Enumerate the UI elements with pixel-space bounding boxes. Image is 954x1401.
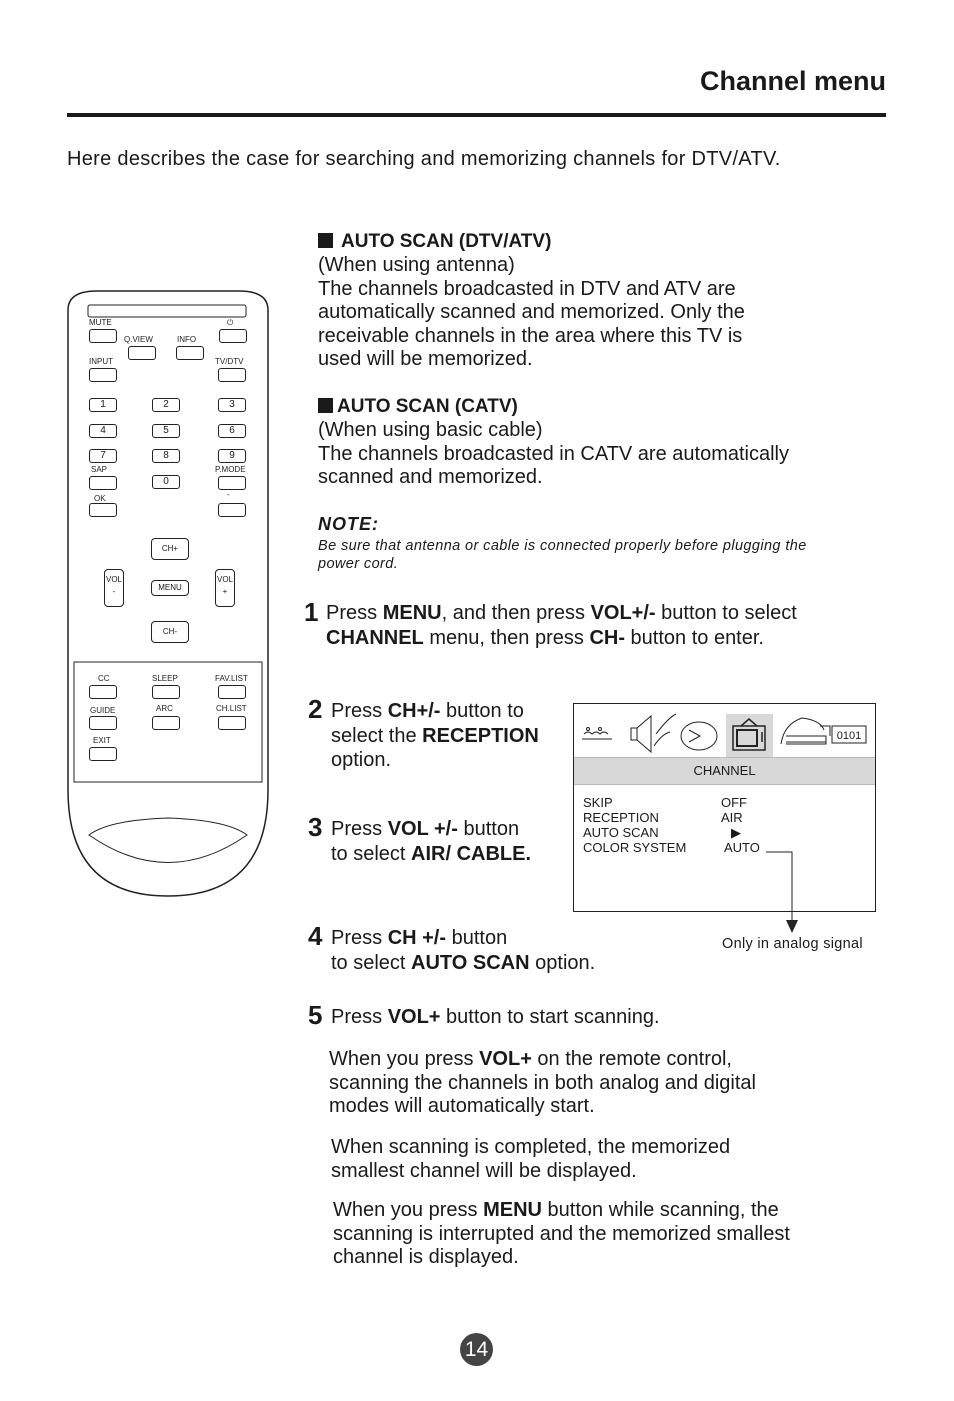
text: Press	[326, 602, 383, 624]
digit-6-button[interactable]: 6	[218, 424, 246, 438]
text: CH +/-	[387, 927, 447, 949]
osd-row-label: RECEPTION	[583, 810, 659, 825]
step-3-number: 3	[308, 812, 323, 842]
text: to select	[331, 951, 412, 974]
sleep-label: SLEEP	[152, 674, 178, 683]
text: button	[457, 818, 520, 840]
text-line: channel is displayed.	[333, 1246, 519, 1268]
title-rule	[67, 113, 886, 117]
menu-button[interactable]: MENU	[151, 580, 189, 596]
digit-8-button[interactable]: 8	[152, 449, 180, 463]
ok-button[interactable]	[89, 503, 117, 517]
sap-label: SAP	[91, 465, 108, 474]
ch-plus-button[interactable]: CH+	[151, 538, 189, 560]
step-2-text	[331, 699, 539, 773]
cc-label: CC	[98, 674, 110, 683]
tvdtv-label: TV/DTV	[215, 357, 244, 366]
digit-9-button[interactable]: 9	[218, 449, 246, 463]
osd-labels	[583, 795, 686, 855]
text: button to enter.	[624, 626, 764, 649]
text: VOL+/-	[590, 602, 656, 624]
step-2-number: 2	[308, 694, 323, 724]
arc-button[interactable]	[152, 716, 180, 730]
text: AIR/ CABLE.	[411, 842, 532, 865]
exit-button[interactable]	[89, 747, 117, 761]
osd-menu-title: CHANNEL	[574, 757, 875, 785]
text-line: scanning is interrupted and the memorized smallest	[333, 1222, 790, 1245]
text-line: The channels broadcasted in DTV and ATV are	[318, 277, 736, 300]
text: RECEPTION	[422, 724, 539, 747]
text: MENU	[382, 602, 442, 624]
text: Press	[331, 818, 388, 840]
auto-scan-catv-heading	[318, 396, 518, 418]
osd-row-label: COLOR SYSTEM	[583, 840, 687, 855]
text: CH-	[589, 626, 625, 649]
text: CH+/-	[387, 700, 441, 722]
auto-scan-catv-body	[318, 419, 789, 490]
osd-values	[721, 795, 760, 855]
page-number: 14	[460, 1333, 493, 1366]
vol-plus-button[interactable]: VOL +	[215, 569, 235, 607]
text: When you press	[329, 1048, 480, 1070]
text: Press	[331, 927, 388, 949]
scan-interrupt-paragraph	[333, 1199, 790, 1270]
step-5-number: 5	[308, 1000, 323, 1030]
guide-label: GUIDE	[90, 706, 116, 715]
text-line: scanning the channels in both analog and digital	[329, 1071, 756, 1094]
text-line: receivable channels in the area where this TV is	[318, 324, 743, 347]
vol-minus-button[interactable]: VOL -	[104, 569, 124, 607]
pmode-label: P.MODE	[215, 465, 246, 474]
exit-label: EXIT	[93, 736, 111, 745]
mute-label: MUTE	[89, 318, 112, 327]
pmode-button[interactable]	[218, 476, 246, 490]
step-1-text	[326, 601, 797, 650]
digit-7-button[interactable]: 7	[89, 449, 117, 463]
chlist-button[interactable]	[218, 716, 246, 730]
text: to select	[331, 842, 412, 865]
text-line: used will be memorized.	[318, 348, 533, 370]
favlist-label: FAV.LIST	[215, 674, 248, 683]
text-line: (When using antenna)	[318, 254, 515, 276]
text: option.	[331, 749, 392, 771]
auto-scan-catv-title: AUTO SCAN (CATV)	[337, 396, 518, 417]
sleep-button[interactable]	[152, 685, 180, 699]
text: VOL+	[387, 1006, 441, 1028]
input-label: INPUT	[89, 357, 113, 366]
text: on the remote control,	[531, 1048, 732, 1070]
text: CHANNEL	[326, 626, 424, 649]
digit-2-button[interactable]: 2	[152, 398, 180, 412]
text: VOL+	[479, 1048, 532, 1070]
text: menu, then press	[423, 626, 590, 649]
scan-complete-paragraph	[331, 1136, 730, 1183]
intro-text: Here describes the case for searching and memorizing channels for DTV/ATV.	[67, 148, 781, 170]
chlist-label: CH.LIST	[216, 704, 247, 713]
dash-button[interactable]	[218, 503, 246, 517]
text: MENU	[483, 1199, 542, 1221]
text: button to start scanning.	[440, 1006, 660, 1028]
page-title: Channel menu	[699, 66, 886, 96]
remote-control	[67, 290, 269, 898]
step-4-number: 4	[308, 921, 323, 951]
qview-label: Q.VIEW	[124, 335, 153, 344]
step-1-number: 1	[304, 597, 319, 627]
text: VOL +/-	[387, 818, 458, 840]
osd-icon-bar	[574, 704, 875, 764]
note-heading: NOTE:	[318, 514, 379, 534]
text-line: When scanning is completed, the memorized	[331, 1136, 731, 1158]
digit-3-button[interactable]: 3	[218, 398, 246, 412]
digit-5-button[interactable]: 5	[152, 424, 180, 438]
note-body	[318, 537, 807, 573]
text: , and then press	[441, 602, 591, 624]
input-button[interactable]	[89, 368, 117, 382]
step-3-text	[331, 817, 531, 866]
digit-4-button[interactable]: 4	[89, 424, 117, 438]
power-icon: ⏻	[227, 318, 234, 327]
text: When you press	[333, 1199, 484, 1221]
info-button[interactable]	[176, 346, 204, 360]
text: option.	[529, 951, 596, 974]
text-line: The channels broadcasted in CATV are automatically	[318, 442, 789, 465]
text: Press	[331, 700, 388, 722]
text: button	[446, 927, 508, 949]
osd-code: 0101	[836, 730, 862, 742]
text-line: scanned and memorized.	[318, 466, 543, 488]
mute-button[interactable]	[89, 329, 117, 343]
lock-icon	[781, 718, 830, 744]
arc-label: ARC	[156, 704, 173, 713]
step-4-text	[331, 926, 595, 975]
text: button to	[440, 700, 524, 722]
text: button while scanning, the	[541, 1199, 779, 1221]
info-label: INFO	[177, 335, 197, 344]
callout-arrow	[760, 840, 800, 936]
tvdtv-button[interactable]	[218, 368, 246, 382]
step-5-text	[331, 1005, 660, 1030]
text-line: power cord.	[318, 556, 399, 572]
scan-start-paragraph	[329, 1048, 756, 1119]
text-line: Be sure that antenna or cable is connected properly before plugging the	[318, 538, 807, 554]
osd-row-value: OFF	[721, 795, 747, 810]
text: AUTO SCAN	[411, 951, 530, 974]
text: Press	[331, 1006, 388, 1028]
picture-icon	[582, 728, 612, 740]
callout-text: Only in analog signal	[722, 936, 863, 952]
osd-row-value: AUTO	[724, 840, 760, 855]
power-button[interactable]	[219, 329, 247, 343]
sap-button[interactable]	[89, 476, 117, 490]
ch-minus-button[interactable]: CH-	[151, 621, 189, 643]
auto-scan-dtv-heading	[318, 231, 551, 253]
digit-1-button[interactable]: 1	[89, 398, 117, 412]
qview-button[interactable]	[128, 346, 156, 360]
osd-channel-menu	[573, 703, 876, 912]
auto-scan-dtv-body	[318, 254, 745, 372]
text-line: automatically scanned and memorized. Only the	[318, 301, 745, 323]
digit-0-button[interactable]: 0	[152, 475, 180, 489]
bullet-square-icon	[318, 398, 333, 413]
osd-row-label: SKIP	[583, 795, 613, 810]
text-line: (When using basic cable)	[318, 419, 543, 441]
guide-button[interactable]	[89, 716, 117, 730]
clock-icon	[681, 722, 717, 750]
auto-scan-dtv-title: AUTO SCAN (DTV/ATV)	[341, 231, 552, 252]
ok-label: OK	[94, 494, 106, 503]
sound-icon	[631, 714, 676, 752]
text-line: modes will automatically start.	[329, 1095, 595, 1117]
text: button to select	[655, 602, 797, 624]
favlist-button[interactable]	[218, 685, 246, 699]
text-line: smallest channel will be displayed.	[331, 1159, 637, 1182]
osd-row-value: ▶	[731, 825, 741, 840]
cc-button[interactable]	[89, 685, 117, 699]
osd-row-label: AUTO SCAN	[583, 825, 659, 840]
dash-label: -	[227, 490, 230, 499]
bullet-square-icon	[318, 233, 333, 248]
osd-row-value: AIR	[721, 810, 743, 825]
text: select the	[331, 724, 423, 747]
